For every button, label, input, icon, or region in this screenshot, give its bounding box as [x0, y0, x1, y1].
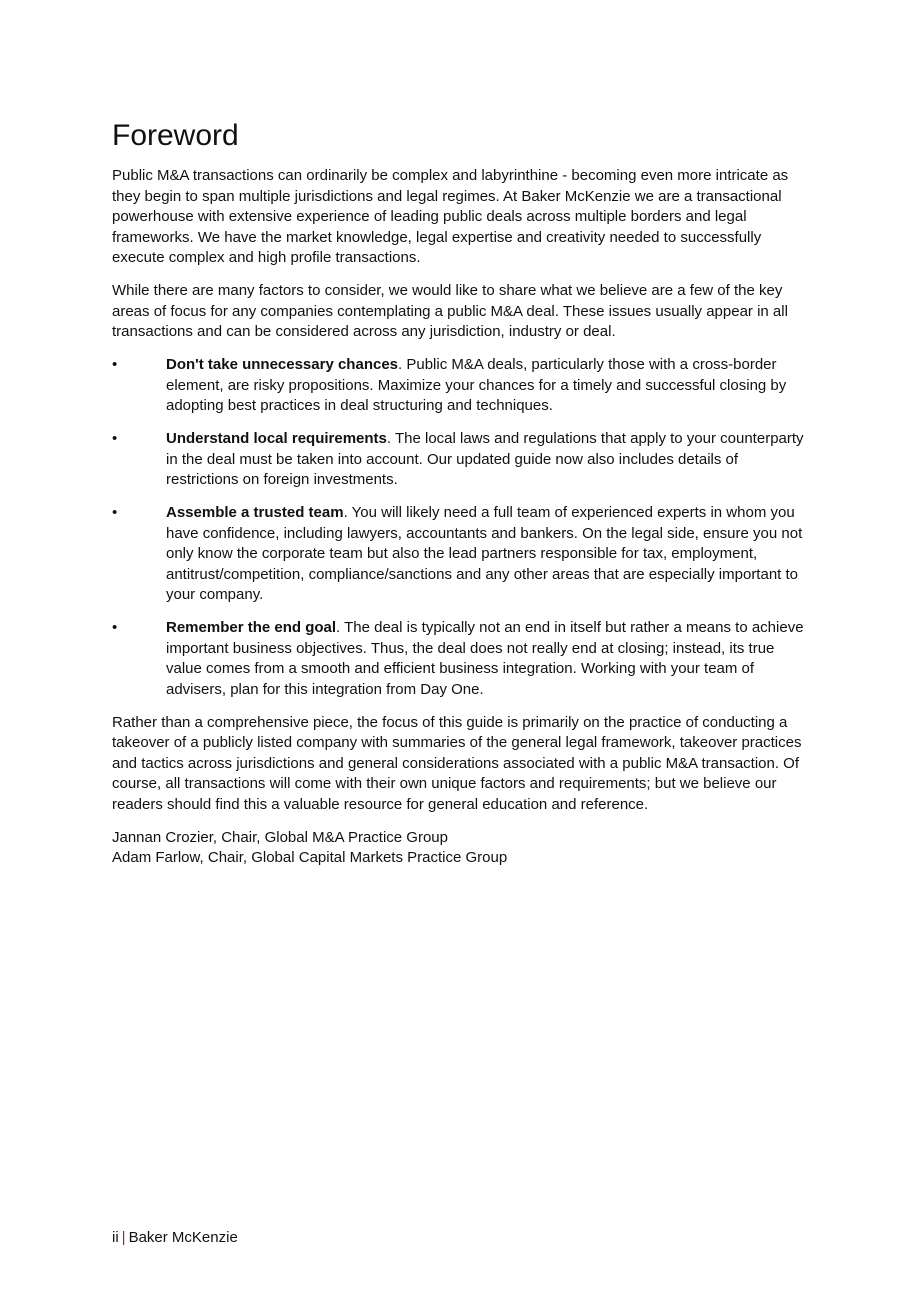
- list-item: [112, 503, 812, 606]
- list-item-text: . Public M&A deals, particularly those with a cross-border element, are risky propositions. Maximize your chances for a timely and successful closing by adopting best practices in deal structuring and techniques.: [166, 356, 787, 414]
- list-item-text: . The deal is typically not an end in itself but rather a means to achieve important business objectives. Thus, the deal does not really end at closing; instead, its true value comes from a smooth and efficient business integration. Working with your team of advisers, plan for this integration from Day One.: [166, 619, 804, 698]
- intro-paragraph-1: Public M&A transactions can ordinarily be complex and labyrinthine - becoming even more intricate as they begin to span multiple jurisdictions and legal regimes. At Baker McKenzie we are a transactional powerhouse with extensive experience of leading public deals across multiple borders and legal frameworks. We have the market knowledge, legal expertise and creativity needed to successfully execute complex and high profile transactions.: [112, 167, 789, 266]
- footer-separator: |: [121, 1229, 126, 1246]
- key-areas-list: [112, 355, 812, 700]
- list-item-heading: Understand local requirements: [166, 430, 387, 447]
- list-item-heading: Assemble a trusted team: [166, 504, 344, 521]
- list-item-text: . You will likely need a full team of experienced experts in whom you have confidence, including lawyers, accountants and bankers. On the legal side, ensure you not only know the corporate team but also the lead partners responsible for tax, employment, antitrust/competition, compliance/sanctions and any other areas that are especially important to your company.: [166, 504, 803, 603]
- intro-paragraph-2: While there are many factors to consider, we would like to share what we believe are a few of the key areas of focus for any companies contemplating a public M&A deal. These issues usually appear in all transactions and can be considered across any jurisdiction, industry or deal.: [112, 282, 788, 340]
- footer-brand: Baker McKenzie: [128, 1229, 238, 1246]
- list-item: [112, 618, 812, 700]
- list-item: [112, 429, 812, 491]
- list-item-text: . The local laws and regulations that apply to your counterparty in the deal must be taken into account. Our updated guide now also includes details of restrictions on foreign investments.: [166, 430, 804, 488]
- page-footer: [112, 1228, 238, 1248]
- list-item-heading: Remember the end goal: [166, 619, 337, 636]
- page-number: ii: [112, 1229, 119, 1246]
- bullet-icon: •: [112, 504, 118, 521]
- bullet-icon: •: [112, 356, 118, 373]
- page-title: Foreword: [112, 119, 239, 152]
- list-item-heading: Don't take unnecessary chances: [166, 356, 399, 373]
- closing-paragraph: Rather than a comprehensive piece, the focus of this guide is primarily on the practice of conducting a takeover of a publicly listed company with summaries of the general legal framework, takeover practices and tactics across jurisdictions and general considerations associated with a public M&A transaction. Of course, all transactions will come with their own unique factors and requirements; but we believe our readers should find this a valuable resource for general education and reference.: [112, 713, 802, 813]
- list-item: [112, 355, 812, 417]
- signature-block: [112, 828, 812, 869]
- signature-line: Adam Farlow, Chair, Global Capital Markets Practice Group: [112, 849, 508, 866]
- bullet-icon: •: [112, 430, 118, 447]
- bullet-icon: •: [112, 619, 118, 636]
- page-content: [112, 118, 812, 869]
- signature-line: Jannan Crozier, Chair, Global M&A Practice Group: [112, 828, 448, 846]
